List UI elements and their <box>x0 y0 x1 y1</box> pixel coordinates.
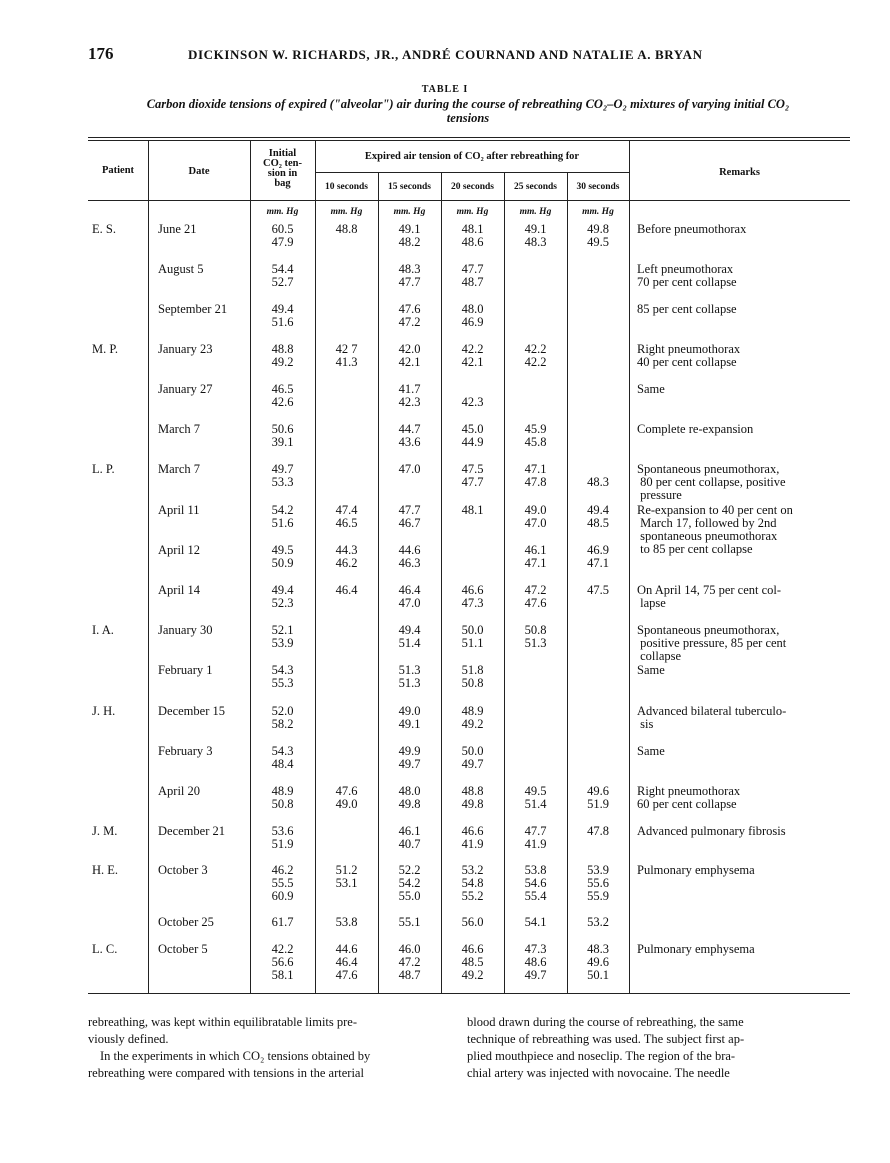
cell-t10: 51.2 53.1 <box>335 863 358 890</box>
cell-initial: 54.2 51.6 <box>271 503 294 530</box>
cell-date: April 11 <box>158 503 200 517</box>
cell-date: December 21 <box>158 824 225 838</box>
cell-t30: 49.4 48.5 <box>587 503 609 530</box>
cell-t15: 49.1 48.2 <box>398 222 421 249</box>
running-head-authors: DICKINSON W. RICHARDS, JR., ANDRÉ COURNAND AND NATALIE A. BRYAN <box>188 47 703 62</box>
cell-initial: 52.0 58.2 <box>271 704 294 731</box>
cell-t30: 48.3 49.6 50.1 <box>587 942 609 982</box>
cell-date: October 25 <box>158 915 214 929</box>
cell-patient: J. M. <box>92 824 118 838</box>
cell-t10: 46.4 <box>335 583 358 597</box>
cell-t15: 49.9 49.7 <box>398 744 421 771</box>
cell-t15: 46.4 47.0 <box>398 583 421 610</box>
cell-patient: H. E. <box>92 863 119 877</box>
cell-t20: 48.9 49.2 <box>461 704 484 731</box>
cell-remarks: Same <box>637 744 665 758</box>
cell-t10: 42 7 41.3 <box>335 342 358 369</box>
cell-initial: 54.4 52.7 <box>271 262 294 289</box>
cell-remarks: Spontaneous pneumothorax, positive pressure, 85 per cent collapse <box>637 623 787 663</box>
cell-t25: 42.2 42.2 <box>524 342 547 369</box>
cell-initial: 54.3 48.4 <box>271 744 294 771</box>
header-expired-group: Expired air tension of CO₂ after rebreathing for <box>364 151 580 162</box>
header-30s: 30 seconds <box>576 182 620 192</box>
cell-remarks: Left pneumothorax 70 per cent collapse <box>637 262 737 289</box>
group-header-rule <box>315 172 629 173</box>
table-top-rule-double <box>88 140 850 141</box>
cell-date: August 5 <box>158 262 204 276</box>
cell-t10: 47.4 46.5 <box>335 503 358 530</box>
cell-t20: 42.3 <box>461 395 484 409</box>
cell-t15: 49.4 51.4 <box>398 623 421 650</box>
cell-date: January 30 <box>158 623 213 637</box>
header-10s: 10 seconds <box>324 182 369 192</box>
header-date: Date <box>188 166 210 177</box>
unit-label: mm. Hg <box>582 207 614 217</box>
cell-t20: 51.8 50.8 <box>461 663 484 690</box>
cell-remarks: Before pneumothorax <box>637 222 747 236</box>
cell-t20: 47.7 48.7 <box>461 262 484 289</box>
cell-t20: 48.1 48.6 <box>461 222 484 249</box>
table-caption-line2: tensions <box>446 111 490 125</box>
cell-remarks: Right pneumothorax 40 per cent collapse <box>637 342 741 369</box>
cell-t25: 45.9 45.8 <box>524 422 547 449</box>
cell-initial: 49.7 53.3 <box>271 462 294 489</box>
table-bottom-rule <box>88 993 850 994</box>
cell-patient: I. A. <box>92 623 114 637</box>
unit-label: mm. Hg <box>393 207 426 217</box>
cell-t20: 45.0 44.9 <box>461 422 484 449</box>
cell-t30: 48.3 <box>587 475 609 489</box>
cell-initial: 46.2 55.5 60.9 <box>271 863 294 903</box>
cell-t15: 48.3 47.7 <box>398 262 421 289</box>
header-remarks: Remarks <box>719 167 760 178</box>
cell-t30: 49.6 51.9 <box>587 784 609 811</box>
cell-initial: 49.4 51.6 <box>271 302 294 329</box>
cell-t25: 47.1 47.8 <box>524 462 547 489</box>
cell-date: February 1 <box>158 663 213 677</box>
unit-label: mm. Hg <box>519 207 552 217</box>
header-25s: 25 seconds <box>513 182 558 192</box>
cell-initial: 61.7 <box>271 915 294 929</box>
cell-t20: 48.8 49.8 <box>461 784 484 811</box>
cell-remarks: Spontaneous pneumothorax, 80 per cent collapse, positive pressure <box>637 462 786 502</box>
cell-date: January 23 <box>158 342 213 356</box>
cell-t15: 55.1 <box>398 915 421 929</box>
table-label: TABLE I <box>421 84 469 95</box>
cell-date: March 7 <box>158 422 200 436</box>
cell-remarks: 85 per cent collapse <box>637 302 737 316</box>
cell-initial: 49.5 50.9 <box>271 543 294 570</box>
cell-t30: 53.2 <box>587 915 609 929</box>
header-initial: Initial CO₂ ten- sion in bag <box>262 148 303 189</box>
col-divider <box>629 141 630 993</box>
unit-label: mm. Hg <box>330 207 363 217</box>
table-caption <box>88 97 848 125</box>
cell-t15: 47.6 47.2 <box>398 302 421 329</box>
cell-initial: 48.8 49.2 <box>271 342 294 369</box>
cell-t20: 53.2 54.8 55.2 <box>461 863 484 903</box>
cell-t20: 50.0 49.7 <box>461 744 484 771</box>
cell-date: December 15 <box>158 704 225 718</box>
cell-remarks: Advanced pulmonary fibrosis <box>637 824 786 838</box>
cell-remarks: Advanced bilateral tuberculo- sis <box>637 704 787 731</box>
cell-remarks: Pulmonary emphysema <box>637 942 755 956</box>
cell-patient: E. S. <box>92 222 116 236</box>
cell-t30: 47.5 <box>587 583 609 597</box>
cell-t15: 44.7 43.6 <box>398 422 421 449</box>
table-top-rule <box>88 137 850 138</box>
cell-t15: 47.7 46.7 <box>398 503 421 530</box>
cell-t25: 47.2 47.6 <box>524 583 547 610</box>
cell-t15: 48.0 49.8 <box>398 784 421 811</box>
cell-patient: M. P. <box>92 342 119 356</box>
cell-t15: 51.3 51.3 <box>398 663 421 690</box>
cell-t25: 46.1 47.1 <box>524 543 547 570</box>
cell-remarks: Pulmonary emphysema <box>637 863 755 877</box>
cell-initial: 42.2 56.6 58.1 <box>271 942 294 982</box>
cell-t20: 56.0 <box>461 915 484 929</box>
cell-date: June 21 <box>158 222 197 236</box>
cell-t30: 46.9 47.1 <box>587 543 609 570</box>
cell-t25: 47.3 48.6 49.7 <box>524 942 547 982</box>
header-20s: 20 seconds <box>450 182 495 192</box>
cell-date: April 20 <box>158 784 201 798</box>
cell-date: February 3 <box>158 744 213 758</box>
col-divider <box>148 141 149 993</box>
cell-t15: 49.0 49.1 <box>398 704 421 731</box>
cell-initial: 53.6 51.9 <box>271 824 294 851</box>
header-15s: 15 seconds <box>387 182 432 192</box>
cell-initial: 60.5 47.9 <box>271 222 294 249</box>
unit-label: mm. Hg <box>266 207 299 217</box>
cell-t20: 50.0 51.1 <box>461 623 484 650</box>
cell-patient: J. H. <box>92 704 116 718</box>
cell-t25: 49.0 47.0 <box>524 503 547 530</box>
cell-initial: 48.9 50.8 <box>271 784 294 811</box>
cell-t15: 42.0 42.1 <box>398 342 421 369</box>
cell-remarks: Same <box>637 663 665 677</box>
body-text-left-column: rebreathing, was kept within equilibratable limits pre- viously defined. In the experiments in which CO₂ tensions obtained by rebreathing were compared with tensions in the arterial <box>88 1015 371 1080</box>
cell-t25: 53.8 54.6 55.4 <box>524 863 547 903</box>
cell-t15: 47.0 <box>398 462 421 476</box>
cell-t20: 42.2 42.1 <box>461 342 484 369</box>
header-patient: Patient <box>101 165 135 176</box>
cell-date: March 7 <box>158 462 200 476</box>
cell-t10: 44.3 46.2 <box>335 543 358 570</box>
cell-t10: 48.8 <box>335 222 358 236</box>
body-text-right-column: blood drawn during the course of rebreathing, the same technique of rebreathing was used. The subject first ap- plied mouthpiece and noseclip. The region of the bra- chial artery was injected with novocaine. The needle <box>467 1015 745 1080</box>
cell-t15: 44.6 46.3 <box>398 543 421 570</box>
unit-label: mm. Hg <box>456 207 489 217</box>
cell-date: April 12 <box>158 543 201 557</box>
cell-initial: 46.5 42.6 <box>271 382 294 409</box>
cell-t20: 46.6 47.3 <box>461 583 484 610</box>
cell-t25: 50.8 51.3 <box>524 623 547 650</box>
cell-remarks: Re-expansion to 40 per cent on March 17, followed by 2nd spontaneous pneumothorax to 85 per cent collapse <box>637 503 793 556</box>
page-number: 176 <box>88 44 114 63</box>
cell-t10: 47.6 49.0 <box>335 784 358 811</box>
cell-date: October 5 <box>158 942 208 956</box>
cell-t15: 41.7 42.3 <box>398 382 421 409</box>
cell-initial: 49.4 52.3 <box>271 583 294 610</box>
header-bottom-rule <box>88 200 850 201</box>
cell-t20: 47.5 47.7 <box>461 462 484 489</box>
cell-t25: 49.1 48.3 <box>524 222 547 249</box>
table-caption-line1: Carbon dioxide tensions of expired ("alveolar") air during the course of rebreathing CO₂–O₂ mixtures of varying initial CO₂ <box>146 97 790 111</box>
running-header <box>88 44 848 64</box>
cell-t10: 44.6 46.4 47.6 <box>335 942 358 982</box>
cell-t15: 46.1 40.7 <box>398 824 421 851</box>
cell-t20: 46.6 48.5 49.2 <box>461 942 484 982</box>
cell-t20: 48.0 46.9 <box>461 302 484 329</box>
cell-t15: 46.0 47.2 48.7 <box>398 942 421 982</box>
cell-t25: 47.7 41.9 <box>524 824 547 851</box>
cell-patient: L. P. <box>92 462 115 476</box>
cell-initial: 54.3 55.3 <box>271 663 294 690</box>
cell-date: October 3 <box>158 863 208 877</box>
cell-t15: 52.2 54.2 55.0 <box>398 863 421 903</box>
cell-t20: 46.6 41.9 <box>461 824 484 851</box>
cell-remarks: Right pneumothorax 60 per cent collapse <box>637 784 741 811</box>
cell-t25: 49.5 51.4 <box>524 784 547 811</box>
cell-initial: 52.1 53.9 <box>271 623 294 650</box>
cell-remarks: On April 14, 75 per cent col- lapse <box>637 583 782 610</box>
cell-t30: 47.8 <box>587 824 609 838</box>
cell-date: September 21 <box>158 302 228 316</box>
cell-remarks: Same <box>637 382 665 396</box>
cell-t25: 54.1 <box>524 915 547 929</box>
cell-t30: 53.9 55.6 55.9 <box>587 863 609 903</box>
cell-t30: 49.8 49.5 <box>587 222 609 249</box>
cell-initial: 50.6 39.1 <box>271 422 294 449</box>
cell-date: April 14 <box>158 583 201 597</box>
cell-t20: 48.1 <box>461 503 484 517</box>
cell-date: January 27 <box>158 382 213 396</box>
cell-remarks: Complete re-expansion <box>637 422 754 436</box>
cell-t10: 53.8 <box>335 915 358 929</box>
cell-patient: L. C. <box>92 942 118 956</box>
